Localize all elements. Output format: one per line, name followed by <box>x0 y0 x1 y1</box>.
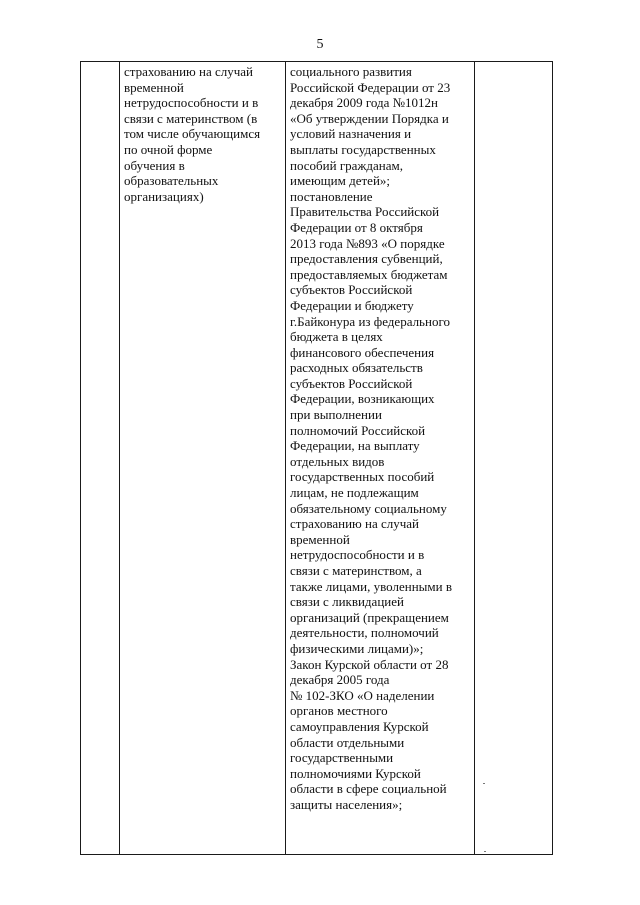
scan-speck <box>484 851 486 852</box>
legal-basis-line: «Об утверждении Порядка и <box>290 110 449 126</box>
legal-basis-line: субъектов Российской <box>290 282 413 298</box>
legal-basis-line: нетрудоспособности и в <box>290 547 425 563</box>
legal-basis-line: связи с материнством, а <box>290 563 422 578</box>
legal-basis-line: предоставляемых бюджетам <box>290 266 448 282</box>
legal-basis-line: организаций (прекращением <box>290 609 449 625</box>
legal-basis-line: условий назначения и <box>290 126 412 142</box>
legal-basis-line: при выполнении <box>290 407 382 423</box>
legal-basis-line: самоуправления Курской <box>290 718 429 734</box>
recipient-category-line: связи с материнством (в <box>124 110 258 126</box>
legal-basis-line: бюджета в целях <box>290 329 383 345</box>
document-table <box>80 61 553 855</box>
legal-basis-line: субъектов Российской <box>290 375 413 391</box>
legal-basis-line: полномочиями Курской <box>290 765 421 781</box>
legal-basis-line: области в сфере социальной <box>290 781 447 797</box>
legal-basis-line: постановление <box>290 188 373 204</box>
legal-basis-line: выплаты государственных <box>290 141 436 157</box>
legal-basis-line: полномочий Российской <box>290 422 426 438</box>
legal-basis-line: предоставления субвенций, <box>290 251 443 267</box>
legal-basis-line: Закон Курской области от 28 <box>290 656 449 672</box>
legal-basis-line: деятельности, полномочий <box>290 625 439 641</box>
recipient-category-line: том числе обучающимся <box>124 126 261 142</box>
page-number: 5 <box>316 37 324 52</box>
scan-speck <box>483 783 485 784</box>
recipient-category-line: организациях) <box>124 188 204 204</box>
recipient-category-line: по очной форме <box>124 141 213 157</box>
legal-basis-line: также лицами, уволенными в <box>290 578 452 594</box>
table-cell-number <box>81 62 120 855</box>
legal-basis-line: органов местного <box>290 703 388 719</box>
recipient-category-line: страхованию на случай <box>124 64 253 79</box>
legal-basis-text <box>290 64 470 813</box>
recipient-category-line: нетрудоспособности и в <box>124 95 259 111</box>
legal-basis-line: Российской Федерации от 23 <box>290 79 451 95</box>
recipient-category-text <box>124 64 281 204</box>
legal-basis-line: финансового обеспечения <box>290 344 435 360</box>
legal-basis-line: защиты населения»; <box>290 796 403 812</box>
legal-basis-line: имеющим детей»; <box>290 173 391 189</box>
legal-basis-line: Федерации от 8 октября <box>290 219 423 235</box>
legal-basis-line: лицам, не подлежащим <box>290 485 419 501</box>
legal-basis-line: № 102-ЗКО «О наделении <box>290 687 435 703</box>
legal-basis-line: физическими лицами)»; <box>290 640 424 656</box>
table-cell-notes <box>475 62 553 855</box>
legal-basis-line: 2013 года №893 «О порядке <box>290 235 445 251</box>
legal-basis-line: области отдельными <box>290 734 405 750</box>
legal-basis-line: государственных пособий <box>290 469 435 485</box>
table-row <box>81 62 553 855</box>
recipient-category-line: обучения в <box>124 157 185 173</box>
legal-basis-line: декабря 2005 года <box>290 672 390 688</box>
table-cell-recipient-category <box>120 62 286 855</box>
legal-basis-line: отдельных видов <box>290 453 385 469</box>
legal-basis-line: Правительства Российской <box>290 204 440 220</box>
legal-basis-line: связи с ликвидацией <box>290 594 404 610</box>
recipient-category-line: временной <box>124 79 184 95</box>
legal-basis-line: г.Байконура из федерального <box>290 313 450 329</box>
legal-basis-line: Федерации, на выплату <box>290 438 420 454</box>
legal-basis-line: государственными <box>290 750 394 766</box>
legal-basis-line: социального развития <box>290 64 412 79</box>
legal-basis-line: обязательному социальному <box>290 500 447 516</box>
legal-basis-line: Федерации, возникающих <box>290 391 435 407</box>
legal-basis-line: расходных обязательств <box>290 360 423 376</box>
legal-basis-line: временной <box>290 531 350 547</box>
recipient-category-line: образовательных <box>124 173 219 189</box>
legal-basis-line: декабря 2009 года №1012н <box>290 95 438 111</box>
legal-basis-line: страхованию на случай <box>290 516 419 532</box>
legal-basis-line: пособий гражданам, <box>290 157 404 173</box>
legal-basis-line: Федерации и бюджету <box>290 297 414 313</box>
table-cell-legal-basis <box>286 62 475 855</box>
